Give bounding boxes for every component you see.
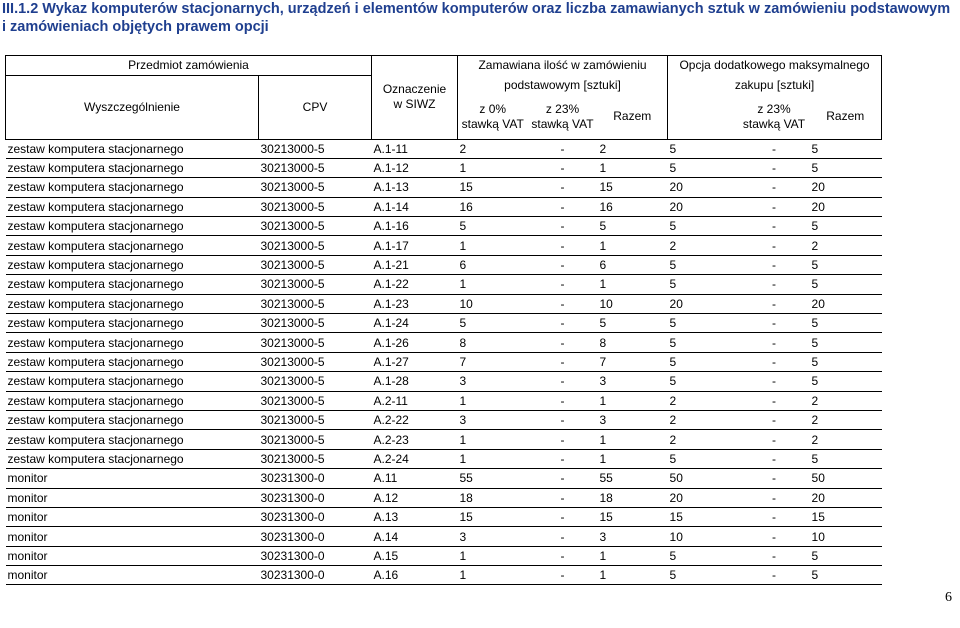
cell-opcja-dash: - — [739, 391, 810, 410]
cell-name: monitor — [6, 488, 259, 507]
cell-code: A.15 — [372, 546, 458, 565]
cell-opcja-z23: 5 — [668, 372, 739, 391]
table-row — [6, 275, 882, 294]
cell-z0: 1 — [458, 430, 528, 449]
cell-code: A.11 — [372, 469, 458, 488]
cell-cpv: 30231300-0 — [259, 469, 372, 488]
cell-opcja-razem: 5 — [810, 352, 882, 371]
cell-opcja-razem: 5 — [810, 546, 882, 565]
cell-opcja-z23: 15 — [668, 507, 739, 526]
computers-table — [5, 55, 882, 585]
header-opcja-razem: Razem — [810, 95, 882, 140]
cell-opcja-dash: - — [739, 430, 810, 449]
cell-z0: 3 — [458, 410, 528, 429]
cell-z0: 16 — [458, 197, 528, 216]
cell-code: A.2-24 — [372, 449, 458, 468]
cell-cpv: 30231300-0 — [259, 546, 372, 565]
cell-z0: 1 — [458, 391, 528, 410]
cell-z23: - — [528, 527, 598, 546]
cell-cpv: 30213000-5 — [259, 294, 372, 313]
cell-opcja-razem: 5 — [810, 314, 882, 333]
cell-cpv: 30213000-5 — [259, 430, 372, 449]
table-row — [6, 178, 882, 197]
cell-name: zestaw komputera stacjonarnego — [6, 217, 259, 236]
cell-cpv: 30213000-5 — [259, 391, 372, 410]
cell-opcja-razem: 5 — [810, 372, 882, 391]
cell-z0: 15 — [458, 178, 528, 197]
cell-opcja-razem: 10 — [810, 527, 882, 546]
cell-name: zestaw komputera stacjonarnego — [6, 158, 259, 177]
table-row — [6, 294, 882, 313]
cell-opcja-z23: 5 — [668, 314, 739, 333]
cell-code: A.1-24 — [372, 314, 458, 333]
table-row — [6, 217, 882, 236]
cell-opcja-z23: 2 — [668, 430, 739, 449]
cell-cpv: 30213000-5 — [259, 275, 372, 294]
cell-opcja-z23: 5 — [668, 352, 739, 371]
cell-z23: - — [528, 410, 598, 429]
cell-z0: 5 — [458, 314, 528, 333]
cell-opcja-dash: - — [739, 488, 810, 507]
cell-opcja-z23: 5 — [668, 139, 739, 158]
cell-z23: - — [528, 178, 598, 197]
table-row — [6, 255, 882, 274]
cell-z23: - — [528, 352, 598, 371]
cell-razem: 5 — [598, 217, 668, 236]
cell-cpv: 30213000-5 — [259, 178, 372, 197]
cell-opcja-z23: 5 — [668, 255, 739, 274]
cell-code: A.1-26 — [372, 333, 458, 352]
cell-cpv: 30213000-5 — [259, 236, 372, 255]
cell-z23: - — [528, 139, 598, 158]
cell-z23: - — [528, 197, 598, 216]
cell-opcja-razem: 5 — [810, 333, 882, 352]
cell-code: A.2-11 — [372, 391, 458, 410]
cell-name: zestaw komputera stacjonarnego — [6, 236, 259, 255]
cell-razem: 15 — [598, 178, 668, 197]
cell-z0: 3 — [458, 527, 528, 546]
table-row — [6, 430, 882, 449]
cell-razem: 6 — [598, 255, 668, 274]
table-row — [6, 158, 882, 177]
cell-name: zestaw komputera stacjonarnego — [6, 449, 259, 468]
cell-z23: - — [528, 275, 598, 294]
cell-cpv: 30213000-5 — [259, 197, 372, 216]
cell-name: monitor — [6, 507, 259, 526]
cell-z0: 1 — [458, 566, 528, 585]
header-opcja-z23-line2: stawką VAT — [742, 116, 806, 131]
table-row — [6, 352, 882, 371]
cell-opcja-razem: 50 — [810, 469, 882, 488]
cell-code: A.16 — [372, 566, 458, 585]
cell-z0: 8 — [458, 333, 528, 352]
cell-cpv: 30213000-5 — [259, 314, 372, 333]
cell-z0: 1 — [458, 236, 528, 255]
header-cpv: CPV — [259, 76, 372, 140]
cell-name: zestaw komputera stacjonarnego — [6, 314, 259, 333]
header-opcja-z23-line1: z 23% — [757, 101, 791, 116]
cell-opcja-z23: 20 — [668, 197, 739, 216]
cell-cpv: 30213000-5 — [259, 333, 372, 352]
cell-opcja-razem: 5 — [810, 158, 882, 177]
cell-razem: 1 — [598, 430, 668, 449]
cell-code: A.1-23 — [372, 294, 458, 313]
table-row — [6, 449, 882, 468]
table-row — [6, 566, 882, 585]
cell-z23: - — [528, 546, 598, 565]
cell-opcja-z23: 2 — [668, 410, 739, 429]
header-oznaczenie-line1: Oznaczenie — [382, 82, 447, 97]
header-zamawiana-line1: Zamawiana ilość w zamówieniu — [458, 56, 668, 76]
cell-name: zestaw komputera stacjonarnego — [6, 294, 259, 313]
cell-razem: 3 — [598, 410, 668, 429]
cell-opcja-razem: 20 — [810, 197, 882, 216]
cell-cpv: 30213000-5 — [259, 410, 372, 429]
cell-opcja-razem: 20 — [810, 488, 882, 507]
cell-opcja-dash: - — [739, 255, 810, 274]
cell-opcja-razem: 2 — [810, 236, 882, 255]
header-z0-line1: z 0% — [479, 101, 507, 116]
cell-code: A.1-11 — [372, 139, 458, 158]
cell-z23: - — [528, 507, 598, 526]
cell-opcja-razem: 5 — [810, 217, 882, 236]
cell-cpv: 30213000-5 — [259, 255, 372, 274]
cell-razem: 2 — [598, 139, 668, 158]
cell-opcja-z23: 50 — [668, 469, 739, 488]
cell-cpv: 30231300-0 — [259, 566, 372, 585]
cell-z0: 5 — [458, 217, 528, 236]
table-row — [6, 236, 882, 255]
cell-z23: - — [528, 333, 598, 352]
cell-opcja-z23: 5 — [668, 275, 739, 294]
cell-opcja-z23: 5 — [668, 449, 739, 468]
cell-opcja-z23: 5 — [668, 566, 739, 585]
cell-opcja-razem: 2 — [810, 430, 882, 449]
cell-z23: - — [528, 255, 598, 274]
cell-z0: 10 — [458, 294, 528, 313]
cell-z0: 2 — [458, 139, 528, 158]
cell-opcja-razem: 5 — [810, 255, 882, 274]
cell-cpv: 30231300-0 — [259, 507, 372, 526]
cell-z0: 6 — [458, 255, 528, 274]
cell-name: zestaw komputera stacjonarnego — [6, 197, 259, 216]
cell-name: zestaw komputera stacjonarnego — [6, 275, 259, 294]
cell-opcja-razem: 5 — [810, 566, 882, 585]
cell-name: monitor — [6, 566, 259, 585]
header-z23-line2: stawką VAT — [531, 116, 594, 131]
cell-name: zestaw komputera stacjonarnego — [6, 178, 259, 197]
table-row — [6, 314, 882, 333]
cell-opcja-razem: 2 — [810, 410, 882, 429]
cell-opcja-dash: - — [739, 217, 810, 236]
cell-z0: 1 — [458, 546, 528, 565]
header-razem: Razem — [598, 95, 668, 140]
cell-cpv: 30213000-5 — [259, 449, 372, 468]
cell-razem: 1 — [598, 275, 668, 294]
cell-name: zestaw komputera stacjonarnego — [6, 372, 259, 391]
cell-razem: 15 — [598, 507, 668, 526]
page-title: III.1.2 Wykaz komputerów stacjonarnych, urządzeń i elementów komputerów oraz liczba zamawianych sztuk w zamówieniu podstawowym i zamówieniach objętych prawem opcji — [2, 1, 951, 35]
cell-z0: 55 — [458, 469, 528, 488]
cell-z23: - — [528, 314, 598, 333]
cell-opcja-z23: 20 — [668, 294, 739, 313]
cell-z23: - — [528, 430, 598, 449]
cell-cpv: 30213000-5 — [259, 372, 372, 391]
cell-opcja-razem: 2 — [810, 391, 882, 410]
table-row — [6, 333, 882, 352]
cell-opcja-z23: 20 — [668, 178, 739, 197]
cell-razem: 1 — [598, 546, 668, 565]
header-zamawiana-line2: podstawowym [sztuki] — [458, 76, 668, 95]
cell-razem: 3 — [598, 527, 668, 546]
cell-razem: 55 — [598, 469, 668, 488]
cell-opcja-dash: - — [739, 178, 810, 197]
header-z23 — [528, 95, 598, 140]
cell-opcja-razem: 5 — [810, 275, 882, 294]
cell-z23: - — [528, 469, 598, 488]
cell-code: A.1-14 — [372, 197, 458, 216]
cell-cpv: 30231300-0 — [259, 527, 372, 546]
header-z0 — [458, 95, 528, 140]
cell-opcja-z23: 5 — [668, 333, 739, 352]
cell-code: A.1-12 — [372, 158, 458, 177]
cell-cpv: 30213000-5 — [259, 139, 372, 158]
cell-opcja-razem: 20 — [810, 294, 882, 313]
cell-code: A.1-21 — [372, 255, 458, 274]
header-oznaczenie — [372, 56, 458, 140]
table-row — [6, 546, 882, 565]
cell-code: A.1-16 — [372, 217, 458, 236]
cell-razem: 1 — [598, 449, 668, 468]
cell-razem: 1 — [598, 391, 668, 410]
cell-z23: - — [528, 372, 598, 391]
cell-z23: - — [528, 294, 598, 313]
cell-razem: 1 — [598, 158, 668, 177]
cell-opcja-dash: - — [739, 139, 810, 158]
cell-code: A.1-17 — [372, 236, 458, 255]
table-row — [6, 527, 882, 546]
cell-name: monitor — [6, 527, 259, 546]
cell-z0: 15 — [458, 507, 528, 526]
table-row — [6, 372, 882, 391]
cell-razem: 1 — [598, 566, 668, 585]
cell-opcja-razem: 15 — [810, 507, 882, 526]
cell-cpv: 30213000-5 — [259, 352, 372, 371]
cell-cpv: 30213000-5 — [259, 217, 372, 236]
cell-opcja-dash: - — [739, 449, 810, 468]
cell-opcja-z23: 5 — [668, 158, 739, 177]
cell-name: zestaw komputera stacjonarnego — [6, 430, 259, 449]
cell-z23: - — [528, 488, 598, 507]
cell-name: zestaw komputera stacjonarnego — [6, 391, 259, 410]
cell-code: A.12 — [372, 488, 458, 507]
cell-code: A.13 — [372, 507, 458, 526]
table-row — [6, 410, 882, 429]
cell-opcja-dash: - — [739, 352, 810, 371]
cell-code: A.1-27 — [372, 352, 458, 371]
header-z0-line2: stawką VAT — [461, 116, 524, 131]
cell-opcja-dash: - — [739, 275, 810, 294]
cell-opcja-z23: 5 — [668, 217, 739, 236]
cell-opcja-razem: 5 — [810, 139, 882, 158]
cell-opcja-razem: 20 — [810, 178, 882, 197]
cell-z0: 1 — [458, 275, 528, 294]
table-row — [6, 197, 882, 216]
cell-opcja-dash: - — [739, 527, 810, 546]
cell-code: A.14 — [372, 527, 458, 546]
cell-code: A.1-22 — [372, 275, 458, 294]
cell-code: A.2-23 — [372, 430, 458, 449]
cell-z0: 18 — [458, 488, 528, 507]
page-number: 6 — [945, 590, 952, 605]
cell-z23: - — [528, 566, 598, 585]
cell-code: A.1-28 — [372, 372, 458, 391]
cell-cpv: 30231300-0 — [259, 488, 372, 507]
cell-razem: 10 — [598, 294, 668, 313]
cell-code: A.1-13 — [372, 178, 458, 197]
cell-razem: 8 — [598, 333, 668, 352]
cell-z23: - — [528, 449, 598, 468]
cell-z23: - — [528, 158, 598, 177]
cell-razem: 1 — [598, 236, 668, 255]
header-opcja-line1: Opcja dodatkowego maksymalnego — [668, 56, 882, 76]
cell-z0: 1 — [458, 158, 528, 177]
cell-opcja-dash: - — [739, 314, 810, 333]
cell-opcja-dash: - — [739, 294, 810, 313]
cell-opcja-dash: - — [739, 236, 810, 255]
header-wyszczegolnienie: Wyszczególnienie — [6, 76, 259, 140]
cell-name: zestaw komputera stacjonarnego — [6, 352, 259, 371]
header-opcja-line2: zakupu [sztuki] — [668, 76, 882, 95]
table-row — [6, 139, 882, 158]
cell-opcja-z23: 10 — [668, 527, 739, 546]
table-row — [6, 391, 882, 410]
table-row — [6, 469, 882, 488]
cell-razem: 7 — [598, 352, 668, 371]
cell-z0: 7 — [458, 352, 528, 371]
header-z23-line1: z 23% — [545, 101, 580, 116]
cell-opcja-dash: - — [739, 372, 810, 391]
cell-razem: 16 — [598, 197, 668, 216]
cell-name: zestaw komputera stacjonarnego — [6, 410, 259, 429]
cell-opcja-dash: - — [739, 333, 810, 352]
header-opcja-z23 — [739, 95, 810, 140]
cell-opcja-dash: - — [739, 158, 810, 177]
cell-name: zestaw komputera stacjonarnego — [6, 139, 259, 158]
cell-opcja-z23: 5 — [668, 546, 739, 565]
cell-name: zestaw komputera stacjonarnego — [6, 255, 259, 274]
cell-opcja-dash: - — [739, 197, 810, 216]
table-row — [6, 488, 882, 507]
cell-opcja-dash: - — [739, 469, 810, 488]
cell-opcja-z23: 20 — [668, 488, 739, 507]
table-body — [6, 139, 882, 585]
table-row — [6, 507, 882, 526]
cell-cpv: 30213000-5 — [259, 158, 372, 177]
header-oznaczenie-line2: w SIWZ — [393, 97, 436, 112]
cell-code: A.2-22 — [372, 410, 458, 429]
cell-opcja-dash: - — [739, 566, 810, 585]
cell-z0: 1 — [458, 449, 528, 468]
cell-name: monitor — [6, 469, 259, 488]
cell-opcja-dash: - — [739, 546, 810, 565]
header-przedmiot: Przedmiot zamówienia — [6, 56, 372, 76]
cell-z0: 3 — [458, 372, 528, 391]
cell-name: monitor — [6, 546, 259, 565]
cell-z23: - — [528, 391, 598, 410]
cell-z23: - — [528, 217, 598, 236]
header-opcja-z23-blank — [668, 95, 739, 140]
cell-opcja-dash: - — [739, 410, 810, 429]
cell-opcja-z23: 2 — [668, 236, 739, 255]
cell-opcja-dash: - — [739, 507, 810, 526]
cell-razem: 5 — [598, 314, 668, 333]
cell-opcja-razem: 5 — [810, 449, 882, 468]
cell-name: zestaw komputera stacjonarnego — [6, 333, 259, 352]
cell-z23: - — [528, 236, 598, 255]
cell-opcja-z23: 2 — [668, 391, 739, 410]
cell-razem: 3 — [598, 372, 668, 391]
cell-razem: 18 — [598, 488, 668, 507]
